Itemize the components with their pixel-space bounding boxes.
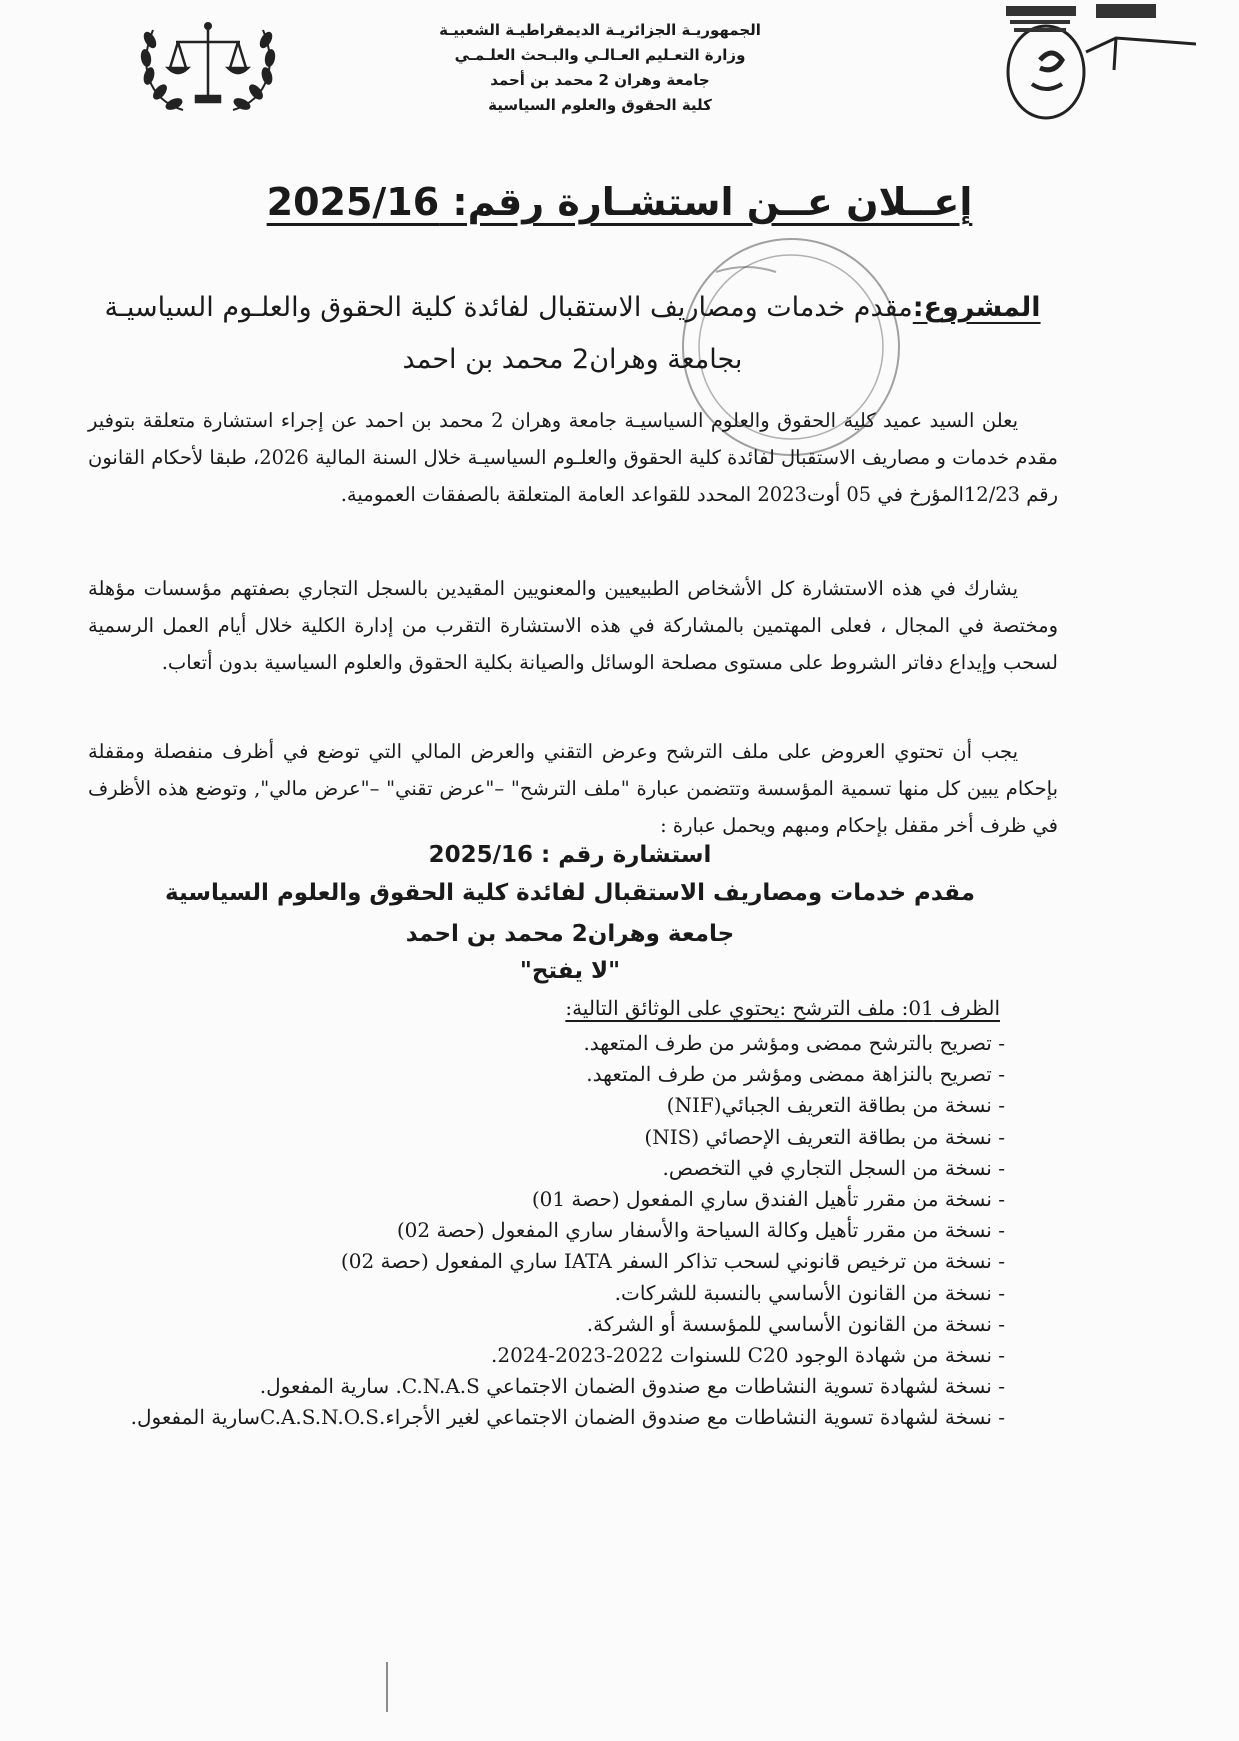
envelope-consultation-number: استشارة رقم : 2025/16 — [428, 842, 712, 868]
header-line-university: جامعة وهران 2 محمد بن أحمد — [490, 71, 710, 89]
list-item: - تصريح بالنزاهة ممضى ومؤشر من طرف المتعهد. — [586, 1062, 1005, 1087]
list-item: - نسخة من السجل التجاري في التخصص. — [662, 1155, 1005, 1180]
header-line-republic: الجمهوريـة الجزائريـة الديمقراطيـة الشعبيـة — [439, 21, 761, 39]
documents-list — [80, 1028, 1005, 1434]
list-item: - نسخة لشهادة تسوية النشاطات مع صندوق الضمان الاجتماعي لغير الأجراء.C.A.S.N.O.Sسارية المفعول. — [130, 1405, 1005, 1430]
header-institution-lines — [380, 18, 820, 118]
documents-list-title: الظرف 01: ملف الترشح :يحتوي على الوثائق التالية: — [565, 996, 1000, 1020]
list-item: - نسخة من مقرر تأهيل وكالة السياحة والأسفار ساري المفعول (حصة 02) — [396, 1218, 1005, 1243]
envelope-service-title: مقدم خدمات ومصاريف الاستقبال لفائدة كلية الحقوق والعلوم السياسية — [165, 880, 975, 906]
project-label: المشروع: — [912, 292, 1041, 323]
list-item: - نسخة من القانون الأساسي بالنسبة للشركات. — [614, 1280, 1005, 1305]
project-text: مقدم خدمات ومصاريف الاستقبال لفائدة كلية الحقوق والعلـوم السياسيـة بجامعة وهران2 محمد بن احمد — [104, 292, 913, 375]
list-item: - نسخة من ترخيص قانوني لسحب تذاكر السفر IATA ساري المفعول (حصة 02) — [340, 1249, 1005, 1274]
header-line-faculty: كلية الحقوق والعلوم السياسية — [488, 96, 712, 114]
envelope-do-not-open: "لا يفتح" — [519, 958, 621, 984]
paragraph-announcement: يعلن السيد عميد كلية الحقوق والعلوم السياسيـة جامعة وهران 2 محمد بن احمد عن إجراء استشارة متعلقة بتوفير مقدم خدمات و مصاريف الاستقبال لفائدة كلية الحقوق والعلـوم السياسيـة خلال السنة المالية 2026، طبقا لأحكام القانون رقم 12/23المؤرخ في 05 أوت2023 المحدد للقواعد العامة المتعلقة بالصفقات العمومية. — [88, 409, 1059, 506]
project-description — [90, 282, 1055, 386]
header-line-ministry: وزارة التعـليم العـالـي والبـحث العلـمـي — [454, 46, 746, 64]
list-item: - نسخة من بطاقة التعريف الإحصائي (NIS) — [644, 1124, 1005, 1149]
list-item: - نسخة من شهادة الوجود C20 للسنوات 2022-2023-2024. — [491, 1343, 1005, 1368]
scan-mark-line — [385, 1662, 389, 1712]
paragraph-offers: يجب أن تحتوي العروض على ملف الترشح وعرض التقني والعرض المالي التي توضع في أظرف منفصلة ومقفلة بإحكام يبين كل منها تسمية المؤسسة وتتضمن عبارة "ملف الترشح" –"عرض تقني" –"عرض مالي", وتوضع هذه الأظرف في ظرف أخر مقفل بإحكام ومبهم ويحمل عبارة : — [88, 740, 1058, 837]
list-item: - نسخة من القانون الأساسي للمؤسسة أو الشركة. — [586, 1311, 1005, 1336]
list-item: - نسخة من مقرر تأهيل الفندق ساري المفعول (حصة 01) — [531, 1187, 1005, 1212]
list-item: - تصريح بالترشح ممضى ومؤشر من طرف المتعهد. — [583, 1031, 1005, 1055]
announcement-title: إعــلان عــن استشـارة رقم: 2025/16 — [266, 180, 973, 224]
scales-of-justice-emblem-icon — [128, 10, 288, 122]
list-item: - نسخة من بطاقة التعريف الجبائي(NIF) — [666, 1093, 1005, 1118]
list-item: - نسخة لشهادة تسوية النشاطات مع صندوق الضمان الاجتماعي C.N.A.S. سارية المفعول. — [259, 1374, 1005, 1399]
paragraph-participation: يشارك في هذه الاستشارة كل الأشخاص الطبيعيين والمعنويين المقيدين بالسجل التجاري بصفتهم مؤسسات مؤهلة ومختصة في المجال ، فعلى المهتمين بالمشاركة في هذه الاستشارة التقرب من إدارة الكلية خلال أيام العمل الرسمية لسحب وإيداع دفاتر الشروط على مستوى مصلحة الوسائل والصيانة بكلية الحقوق والعلوم السياسية بدون أتعاب. — [88, 577, 1058, 674]
university-oran2-logo-icon — [996, 0, 1196, 128]
envelope-university: جامعة وهران2 محمد بن احمد — [405, 921, 735, 947]
